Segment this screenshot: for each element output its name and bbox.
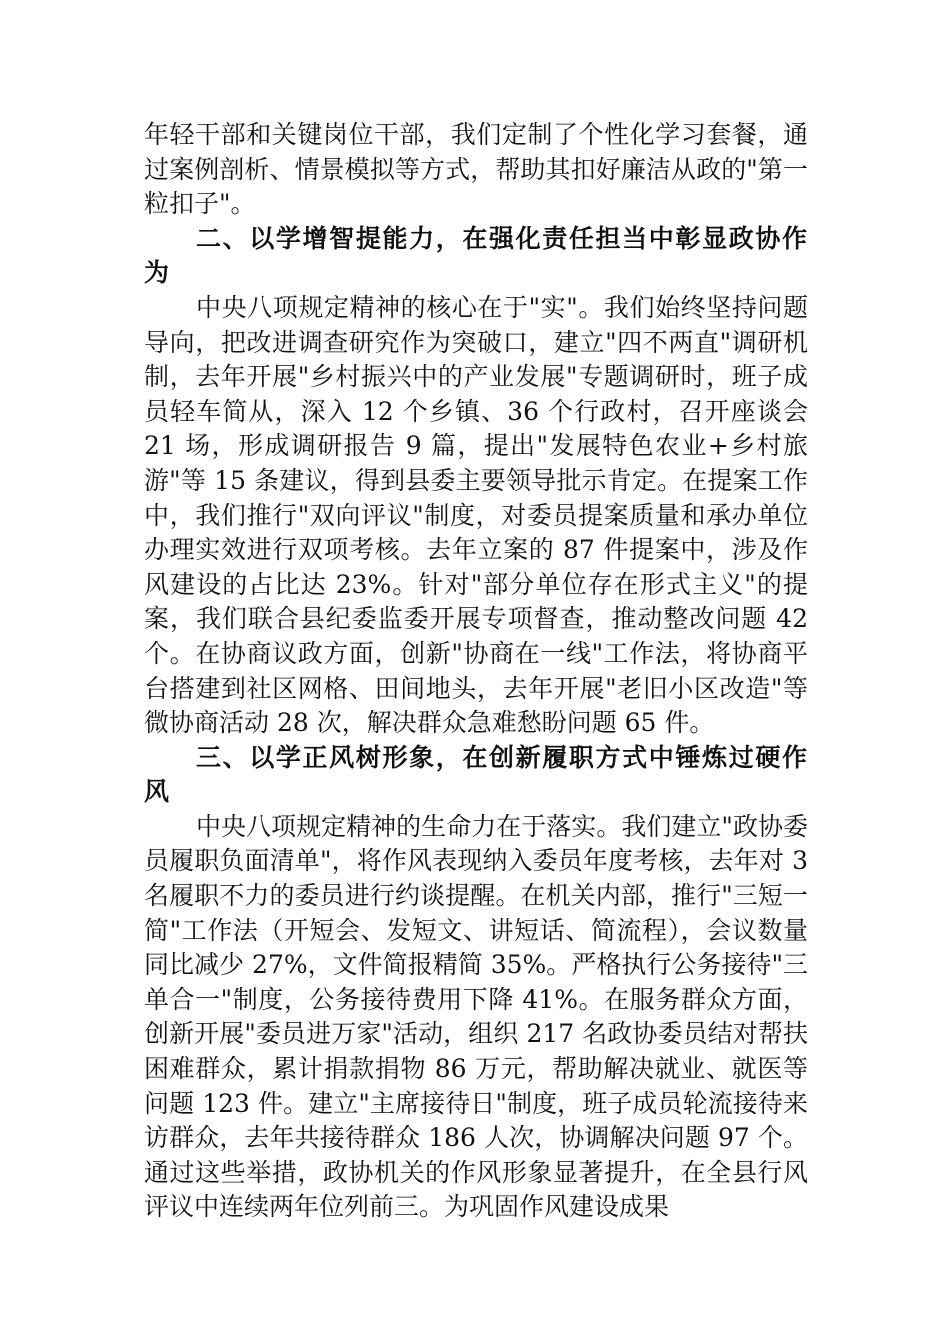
document-page xyxy=(144,118,808,1225)
paragraph-section-three-body: 中央八项规定精神的生命力在于落实。我们建立"政协委员履职负面清单"，将作风表现纳入委员年度考核，去年对 3 名履职不力的委员进行约谈提醒。在机关内部，推行"三短一简"工作法（开短会、发短文、讲短话、简流程），会议数量同比减少 27%，文件简报精简 35%。严格执行公务接待"三单合一"制度，公务接待费用下降 41%。在服务群众方面，创新开展"委员进万家"活动，组织 217 名政协委员结对帮扶困难群众，累计捐款捐物 86 万元，帮助解决就业、就医等问题 123 件。建立"主席接待日"制度，班子成员轮流接待来访群众，去年共接待群众 186 人次，协调解决问题 97 个。通过这些举措，政协机关的作风形象显著提升，在全县行风评议中连续两年位列前三。为巩固作风建设成果 xyxy=(144,811,808,1222)
paragraph-continuation: 年轻干部和关键岗位干部，我们定制了个性化学习套餐，通过案例剖析、情景模拟等方式，帮助其扣好廉洁从政的"第一粒扣子"。 xyxy=(144,120,808,219)
section-heading-three: 三、以学正风树形象，在创新履职方式中锤炼过硬作风 xyxy=(144,742,808,807)
section-heading-two: 二、以学增智提能力，在强化责任担当中彰显政协作为 xyxy=(144,223,808,288)
paragraph-section-two-body: 中央八项规定精神的核心在于"实"。我们始终坚持问题导向，把改进调查研究作为突破口，建立"四不两直"调研机制，去年开展"乡村振兴中的产业发展"专题调研时，班子成员轻车简从，深入 12 个乡镇、36 个行政村，召开座谈会 21 场，形成调研报告 9 篇，提出"发展特色农业+乡村旅游"等 15 条建议，得到县委主要领导批示肯定。在提案工作中，我们推行"双向评议"制度，对委员提案质量和承办单位办理实效进行双项考核。去年立案的 87 件提案中，涉及作风建设的占比达 23%。针对"部分单位存在形式主义"的提案，我们联合县纪委监委开展专项督查，推动整改问题 42 个。在协商议政方面，创新"协商在一线"工作法，将协商平台搭建到社区网格、田间地头，去年开展"老旧小区改造"等微协商活动 28 次，解决群众急难愁盼问题 65 件。 xyxy=(144,292,808,738)
